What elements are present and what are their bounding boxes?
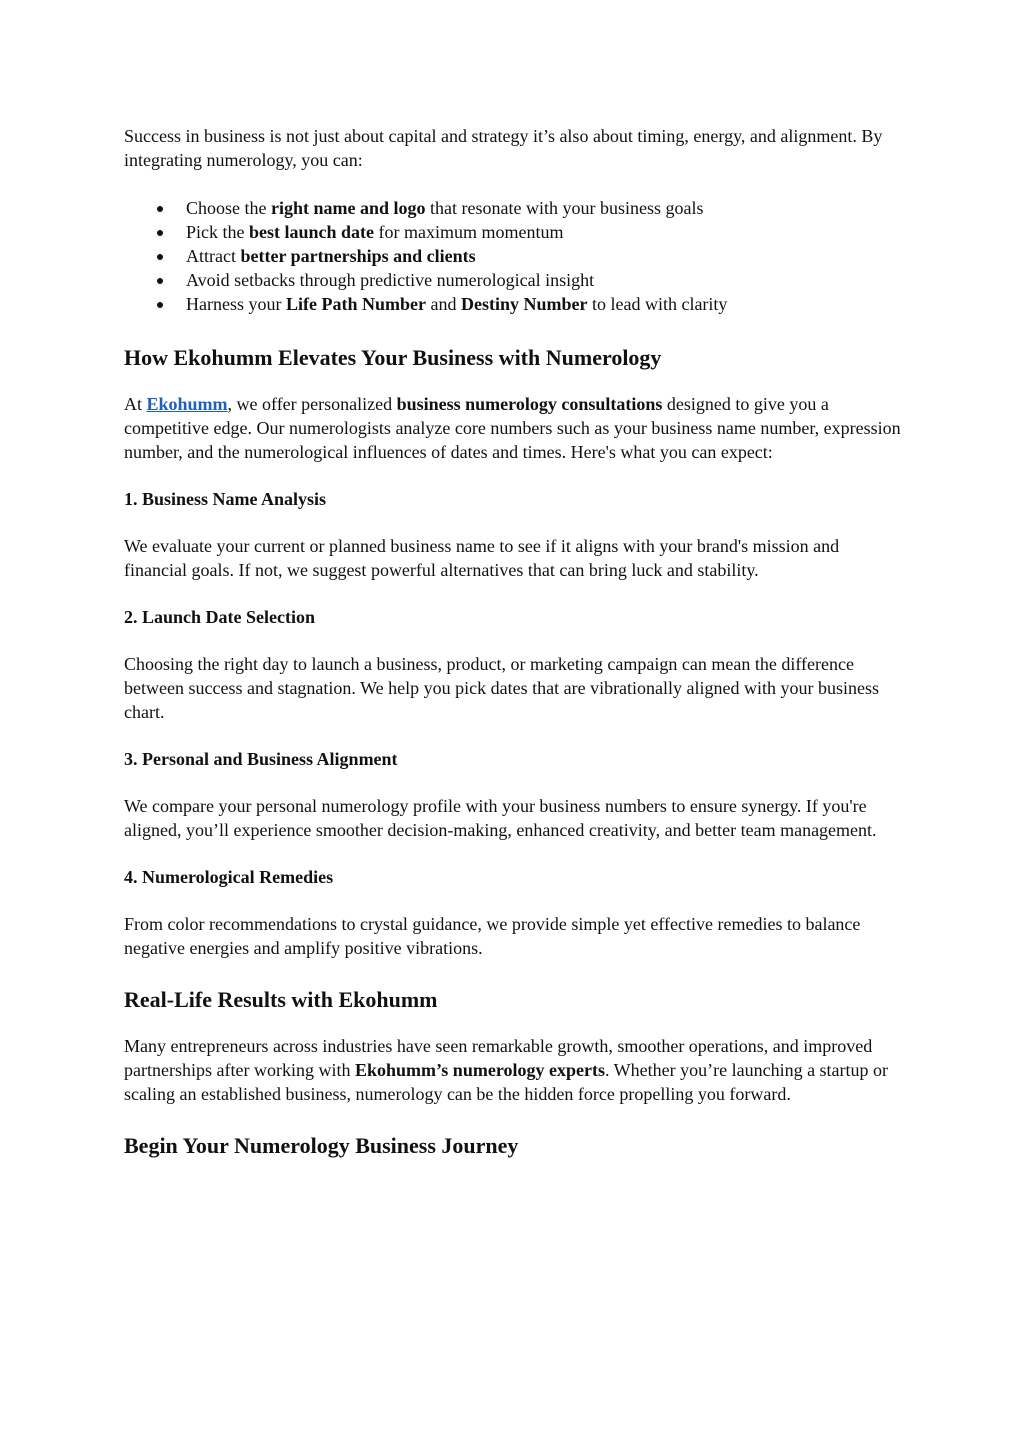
subheading-remedies: 4. Numerological Remedies xyxy=(124,867,334,887)
bullet-icon xyxy=(157,230,163,236)
section-heading-elevates: How Ekohumm Elevates Your Business with Numerology xyxy=(124,345,662,370)
bullet-icon xyxy=(157,254,163,260)
bullet-icon xyxy=(157,206,163,212)
list-item: Pick the best launch date for maximum momentum xyxy=(124,220,904,244)
bullet-icon xyxy=(157,302,163,308)
bullet-icon xyxy=(157,278,163,284)
paragraph-remedies: From color recommendations to crystal guidance, we provide simple yet effective remedies to balance negative energies and amplify positive vibrations. xyxy=(124,914,861,958)
section-heading-results: Real-Life Results with Ekohumm xyxy=(124,987,438,1012)
intro-paragraph: Success in business is not just about capital and strategy it’s also about timing, energy, and alignment. By integrating numerology, you can: xyxy=(124,126,883,170)
document-body xyxy=(124,124,904,1180)
paragraph-alignment: We compare your personal numerology profile with your business numbers to ensure synergy. If you're aligned, you’ll experience smoother decision-making, enhanced creativity, and better team management. xyxy=(124,796,877,840)
section-heading-journey: Begin Your Numerology Business Journey xyxy=(124,1133,519,1158)
subheading-alignment: 3. Personal and Business Alignment xyxy=(124,749,398,769)
subheading-launch-date: 2. Launch Date Selection xyxy=(124,607,315,627)
paragraph-name-analysis: We evaluate your current or planned business name to see if it aligns with your brand's mission and financial goals. If not, we suggest powerful alternatives that can bring luck and stability. xyxy=(124,536,840,580)
ekohumm-link[interactable]: Ekohumm xyxy=(146,394,228,414)
list-item: Attract better partnerships and clients xyxy=(124,244,904,268)
paragraph-launch-date: Choosing the right day to launch a business, product, or marketing campaign can mean the difference between success and stagnation. We help you pick dates that are vibrationally aligned with your business chart. xyxy=(124,654,880,722)
list-item: Choose the right name and logo that resonate with your business goals xyxy=(124,196,904,220)
list-item: Harness your Life Path Number and Destiny Number to lead with clarity xyxy=(124,292,904,316)
subheading-name-analysis: 1. Business Name Analysis xyxy=(124,489,327,509)
section-paragraph-results: Many entrepreneurs across industries have seen remarkable growth, smoother operations, and improved partnerships after working with Ekohumm’s numerology experts. Whether you’re launching a startup or scaling an established business, numerology can be the hidden force propelling you forward. xyxy=(124,1036,889,1104)
section-paragraph-elevates: At Ekohumm, we offer personalized business numerology consultations designed to give you a competitive edge. Our numerologists analyze core numbers such as your business name number, expression number, and the numerological influences of dates and times. Here's what you can expect: xyxy=(124,394,901,462)
list-item: Avoid setbacks through predictive numerological insight xyxy=(124,268,904,292)
benefits-list xyxy=(124,196,904,316)
